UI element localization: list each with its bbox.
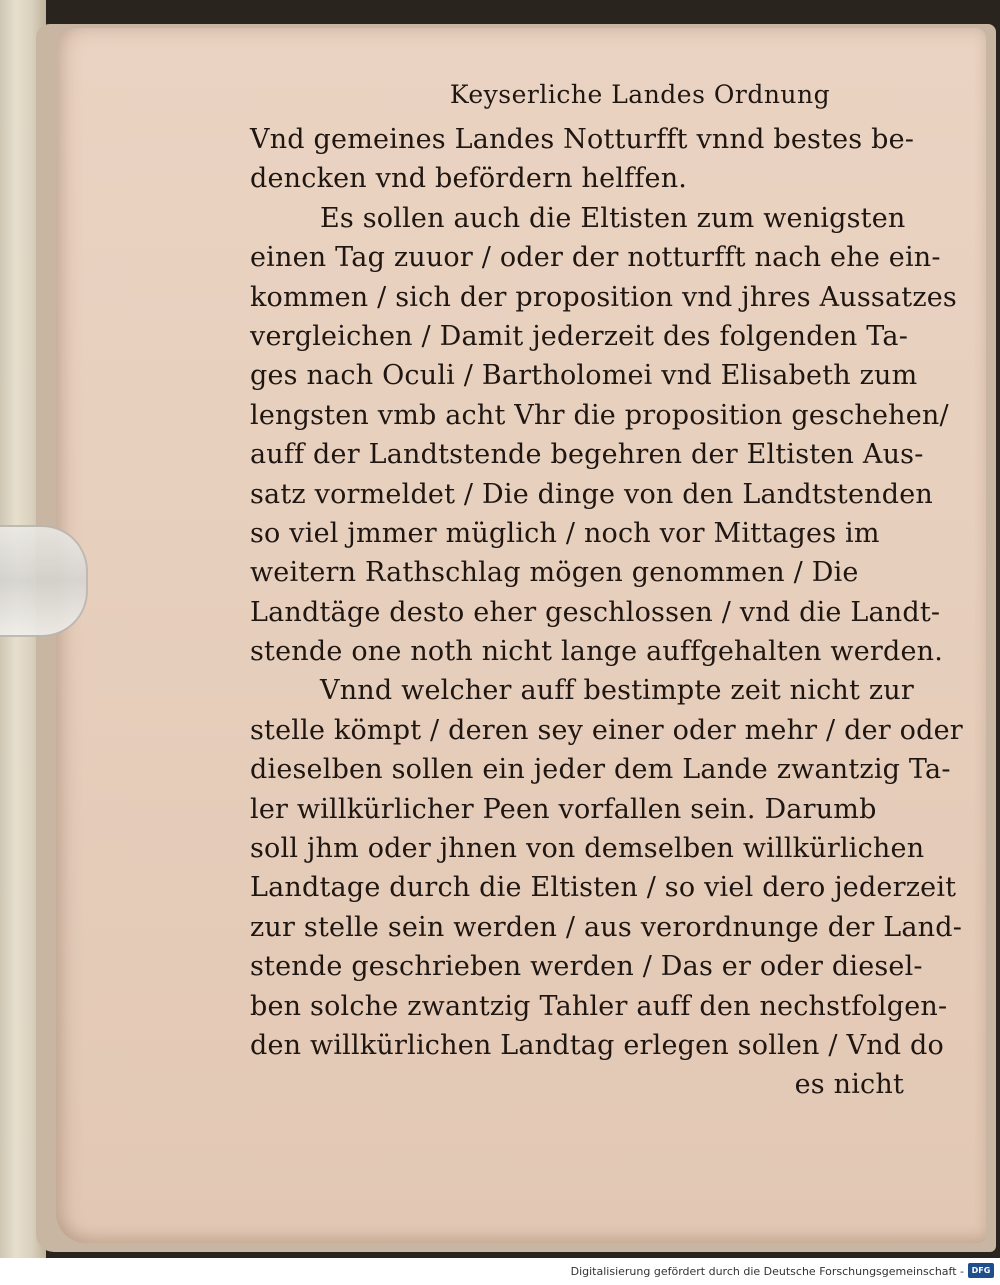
text-line: stende one noth nicht lange auffgehalten werden.: [250, 636, 944, 668]
text-lines: [250, 120, 963, 1105]
text-line: dieselben sollen ein jeder dem Lande zwantzig Ta-: [250, 754, 951, 786]
dfg-logo-icon: DFG: [968, 1263, 994, 1278]
text-line: lengsten vmb acht Vhr die proposition geschehen/: [250, 399, 949, 431]
text-line: ges nach Oculi / Bartholomei vnd Elisabeth zum: [250, 360, 918, 392]
text-line: Es sollen auch die Eltisten zum wenigsten: [320, 202, 906, 234]
page-clip: [0, 525, 88, 637]
text-line: stelle kömpt / deren sey einer oder mehr / der oder: [250, 714, 963, 746]
text-line: dencken vnd befördern helffen.: [250, 163, 688, 195]
text-line: stende geschrieben werden / Das er oder diesel-: [250, 951, 923, 983]
footer-bar: [0, 1258, 1000, 1285]
funding-credit: Digitalisierung gefördert durch die Deutsche Forschungsgemeinschaft -: [570, 1265, 964, 1278]
text-line: ben solche zwantzig Tahler auff den nechstfolgen-: [250, 990, 948, 1022]
text-line: einen Tag zuuor / oder der notturfft nach ehe ein-: [250, 242, 941, 274]
text-line: kommen / sich der proposition vnd jhres Aussatzes: [250, 281, 957, 313]
text-line: Landtäge desto eher geschlossen / vnd die Landt-: [250, 596, 941, 628]
catchword: es nicht: [794, 1069, 904, 1101]
text-line: Vnd gemeines Landes Notturfft vnnd bestes be-: [250, 124, 915, 155]
text-line: ler willkürlicher Peen vorfallen sein. Darumb: [250, 793, 877, 825]
text-line: satz vormeldet / Die dinge von den Landtstenden: [250, 478, 934, 510]
text-line: zur stelle sein werden / aus verordnunge der Land-: [250, 911, 963, 943]
text-line: auff der Landtstende begehren der Eltisten Aus-: [250, 439, 924, 471]
text-line: Vnnd welcher auff bestimpte zeit nicht zur: [320, 675, 914, 707]
running-head: Keyserliche Landes Ordnung: [449, 80, 831, 109]
page-text: [250, 74, 963, 1105]
text-line: vergleichen / Damit jederzeit des folgenden Ta-: [250, 320, 909, 352]
text-line: den willkürlichen Landtag erlegen sollen / Vnd do: [250, 1029, 944, 1061]
text-line: so viel jmmer müglich / noch vor Mittages im: [250, 517, 880, 549]
text-line: soll jhm oder jhnen von demselben willkürlichen: [250, 833, 925, 865]
text-line: weitern Rathschlag mögen genommen / Die: [250, 557, 859, 589]
text-line: Landtage durch die Eltisten / so viel dero jederzeit: [250, 872, 957, 904]
